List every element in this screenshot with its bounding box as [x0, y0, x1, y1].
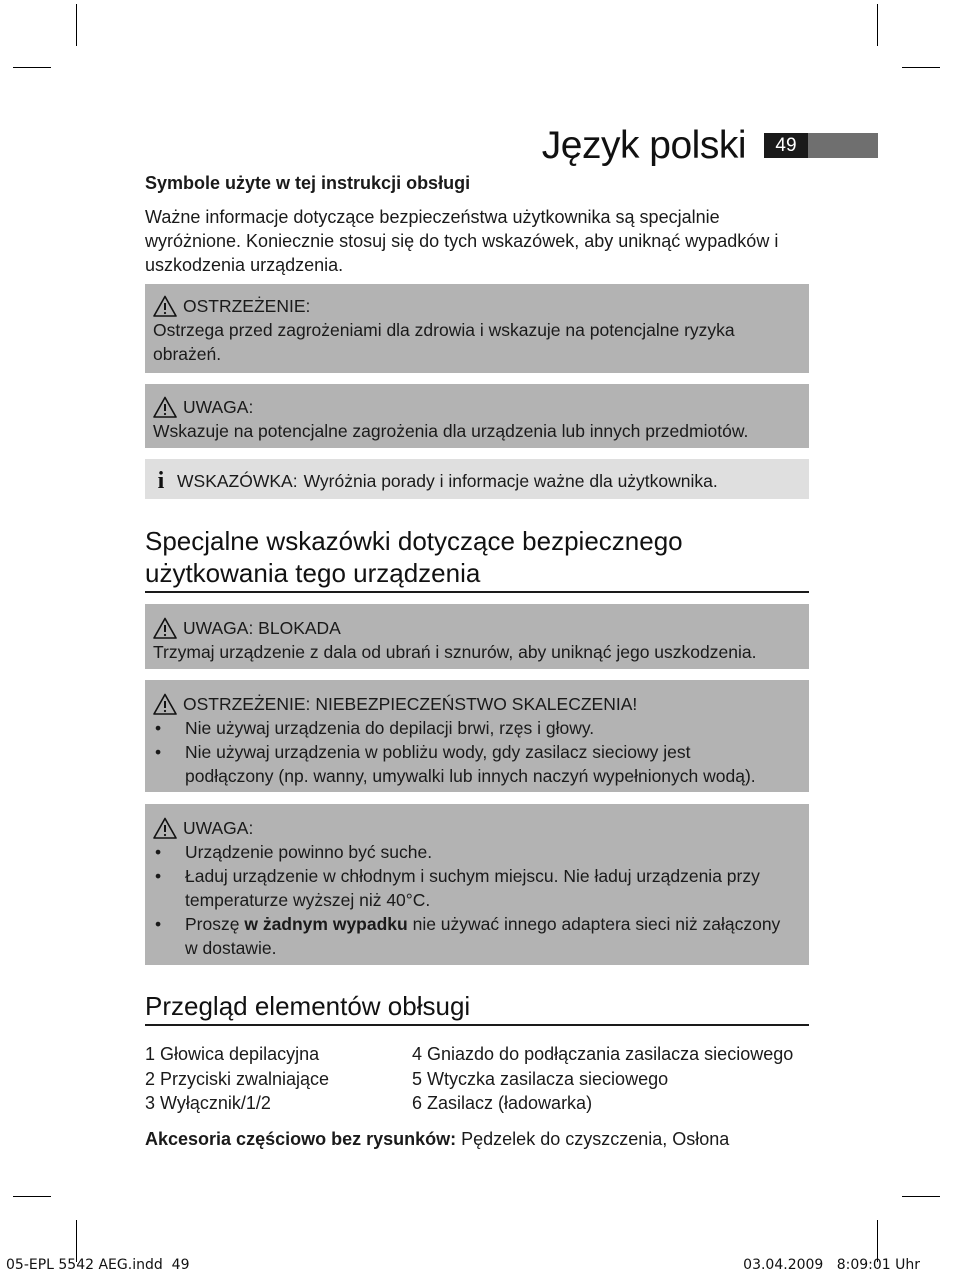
caution-text: Wskazuje na potencjalne zagrożenia dla urządzenia lub innych przedmiotów.: [153, 421, 749, 441]
caution-box: [145, 384, 809, 448]
bullet-text: temperaturze wyższej niż 40°C.: [185, 890, 431, 910]
lock-box: [145, 604, 809, 669]
page-title: Język polski: [541, 124, 746, 167]
list-item: • Urządzenie powinno być suche.: [155, 842, 433, 862]
bullet-text: Nie używaj urządzenia w pobliżu wody, gdy zasilacz sieciowy jest: [185, 742, 691, 762]
parts-left-column: [145, 1042, 329, 1116]
bullet-text: Nie używaj urządzenia do depilacji brwi, rzęs i głowy.: [185, 718, 595, 738]
section-rule: [145, 1024, 809, 1026]
heading-line: Specjalne wskazówki dotyczące bezpiecznego: [145, 526, 683, 556]
safety-heading: [145, 525, 683, 589]
bullet-text: Urządzenie powinno być suche.: [185, 842, 433, 862]
list-item: • Nie używaj urządzenia do depilacji brwi, rzęs i głowy.: [155, 718, 595, 738]
warning-triangle-icon: [153, 693, 177, 715]
symbols-intro: [145, 205, 815, 277]
section-rule: [145, 591, 809, 593]
symbols-heading: Symbole użyte w tej instrukcji obsługi: [145, 173, 471, 193]
footer-date: 03.04.2009: [743, 1257, 824, 1273]
warning-triangle-icon: [153, 617, 177, 639]
bullet-text: w dostawie.: [185, 938, 277, 958]
caution2-label: UWAGA:: [183, 818, 254, 838]
footer-file: [6, 1256, 189, 1274]
controls-heading: Przegląd elementów obłsugi: [145, 991, 471, 1021]
footer-time: 8:09:01 Uhr: [836, 1257, 920, 1273]
cut-label-rest: NIEBEZPIECZEŃSTWO SKALECZENIA!: [315, 694, 638, 714]
list-item: • Ładuj urządzenie w chłodnym i suchym miejscu. Nie ładuj urządzenia przy temperaturze wyższej niż 40°C.: [155, 866, 760, 910]
part-item: 1 Głowica depilacyjna: [145, 1044, 320, 1064]
crop-mark: [13, 1196, 51, 1197]
crop-mark: [13, 67, 51, 68]
accessories-label: Akcesoria częściowo bez rysunków:: [145, 1129, 457, 1149]
warning-box: [145, 284, 809, 373]
warning-text: [153, 318, 801, 366]
footer-timestamp: [743, 1256, 920, 1274]
note-box: [145, 459, 809, 499]
cut-warning-box: [145, 680, 809, 792]
warning-label: OSTRZEŻENIE:: [183, 296, 311, 316]
warning-line: obrażeń.: [153, 344, 222, 364]
crop-mark: [877, 4, 878, 46]
lock-text: Trzymaj urządzenie z dala od ubrań i sznurów, aby uniknąć jego uszkodzenia.: [153, 642, 757, 662]
bullet-emphasis: w żadnym wypadku: [244, 914, 408, 934]
parts-right-column: [412, 1042, 793, 1116]
bullet-text: Ładuj urządzenie w chłodnym i suchym miejscu. Nie ładuj urządzenia przy: [185, 866, 760, 886]
warning-triangle-icon: [153, 295, 177, 317]
warning-line: Ostrzega przed zagrożeniami dla zdrowia i wskazuje na potencjalne ryzyka: [153, 320, 735, 340]
accessories-text: Pędzelek do czyszczenia, Osłona: [461, 1129, 730, 1149]
crop-mark: [76, 4, 77, 46]
header-bar: [808, 133, 878, 158]
list-item: • Nie używaj urządzenia w pobliżu wody, gdy zasilacz sieciowy jest podłączony (np. wanny, umywalki lub innych naczyń wypełnionych wodą).: [155, 742, 756, 786]
note-label: WSKAZÓWKA:: [177, 471, 298, 491]
part-item: 2 Przyciski zwalniające: [145, 1068, 330, 1089]
cut-label: OSTRZEŻENIE:: [183, 694, 311, 714]
info-icon: i: [157, 468, 165, 494]
part-item: 6 Zasilacz (ładowarka): [412, 1093, 593, 1113]
heading-line: użytkowania tego urządzenia: [145, 558, 481, 588]
caution2-box: [145, 804, 809, 965]
caution-label: UWAGA:: [183, 397, 254, 417]
list-item: • Proszę w żadnym wypadku nie używać innego adaptera sieci niż załączony w dostawie.: [155, 914, 781, 958]
bullet-text: nie używać innego adaptera sieci niż załączony: [412, 914, 781, 934]
warning-triangle-icon: [153, 817, 177, 839]
crop-mark: [902, 1196, 940, 1197]
intro-line: wyróżnione. Koniecznie stosuj się do tych wskazówek, aby uniknąć wypadków i: [145, 231, 779, 251]
part-item: 4 Gniazdo do podłączania zasilacza sieciowego: [412, 1044, 794, 1064]
intro-line: uszkodzenia urządzenia.: [145, 255, 344, 275]
bullet-text: Proszę: [185, 914, 240, 934]
page-number-badge: 49: [764, 133, 808, 158]
intro-line: Ważne informacje dotyczące bezpieczeństwa użytkownika są specjalnie: [145, 207, 720, 227]
accessories-line: [145, 1127, 729, 1151]
crop-mark: [902, 67, 940, 68]
note-text: Wyróżnia porady i informacje ważne dla użytkownika.: [303, 471, 718, 491]
lock-label: UWAGA: BLOKADA: [183, 618, 341, 638]
warning-triangle-icon: [153, 396, 177, 418]
part-item: 3 Wyłącznik/1/2: [145, 1093, 271, 1113]
footer-filename: 05-EPL 5542 AEG.indd: [6, 1257, 163, 1273]
footer-page: 49: [171, 1257, 190, 1273]
part-item: 5 Wtyczka zasilacza sieciowego: [412, 1068, 669, 1089]
bullet-text: podłączony (np. wanny, umywalki lub innych naczyń wypełnionych wodą).: [185, 766, 756, 786]
